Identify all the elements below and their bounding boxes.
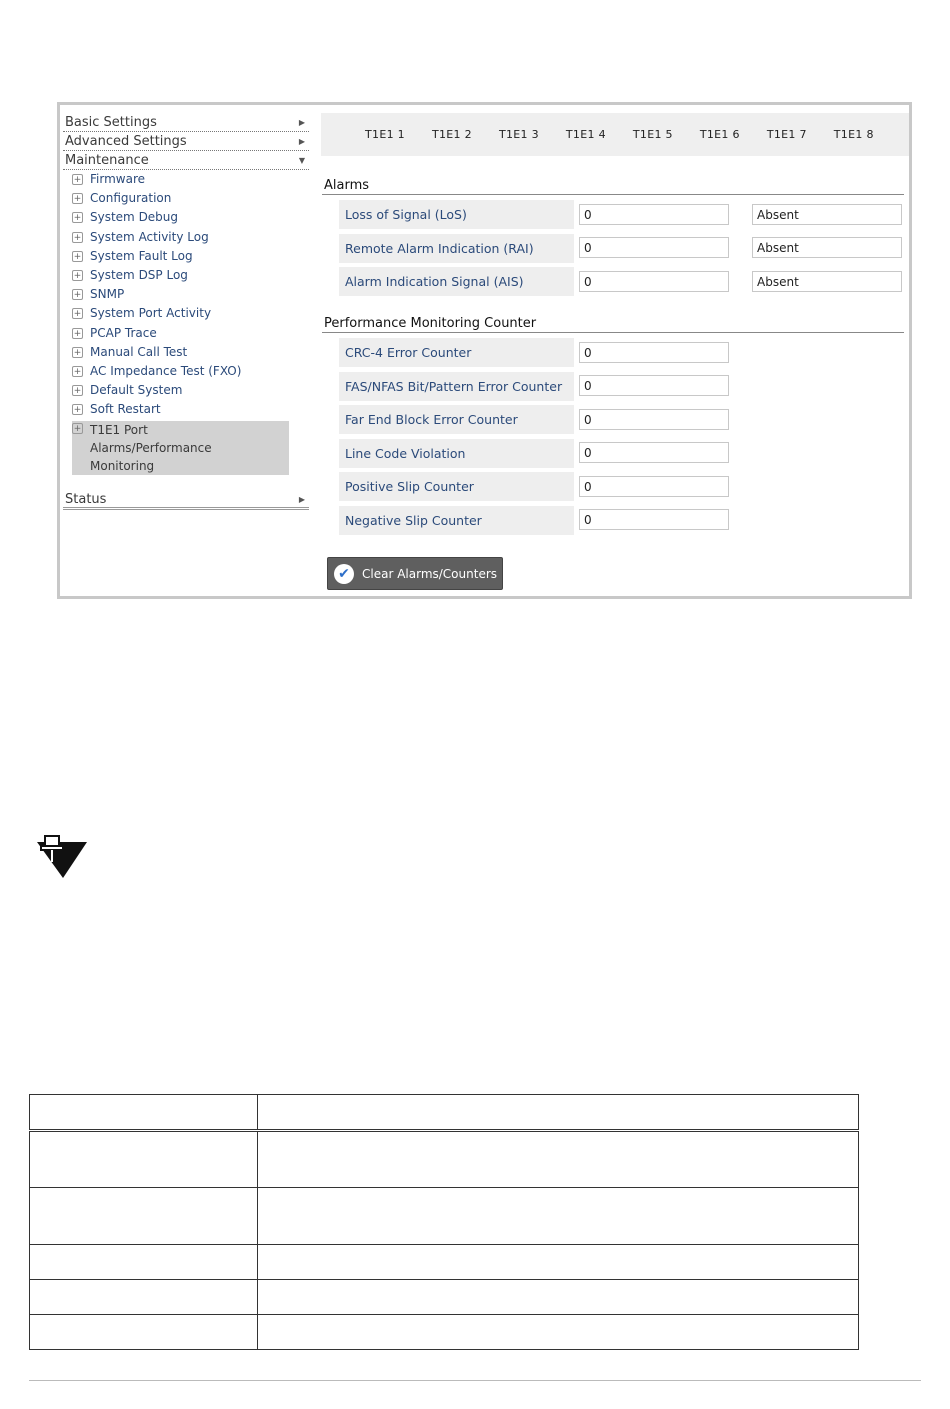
sidebar-item-label: System Activity Log <box>90 229 209 244</box>
counter-value-negative-slip[interactable] <box>579 509 729 530</box>
sidebar-item-label: Manual Call Test <box>90 344 188 359</box>
sidebar <box>63 113 309 510</box>
status-label: Status <box>65 491 107 507</box>
sidebar-item-system-port-activity[interactable] <box>63 306 309 325</box>
counter-value-positive-slip[interactable] <box>579 476 729 497</box>
tab-t1e1-5[interactable]: T1E1 5 <box>632 128 673 141</box>
alarm-label-rai: Remote Alarm Indication (RAI) <box>339 234 574 263</box>
sidebar-item-system-dsp-log[interactable] <box>63 268 309 287</box>
alarm-count-los[interactable] <box>579 204 729 225</box>
plus-box-icon: + <box>73 194 82 205</box>
plus-box-icon: + <box>73 309 82 320</box>
table-cell <box>258 1131 859 1188</box>
counter-label-fas-nfas: FAS/NFAS Bit/Pattern Error Counter <box>339 372 574 401</box>
alarms-title: Alarms <box>324 178 370 193</box>
plus-box-icon: + <box>73 213 82 224</box>
plus-box-icon: + <box>73 366 82 377</box>
performance-divider <box>322 332 904 333</box>
maintenance-items <box>63 170 309 475</box>
sidebar-item-label: Configuration <box>90 191 172 206</box>
tab-t1e1-6[interactable]: T1E1 6 <box>699 128 740 141</box>
alarm-count-rai[interactable] <box>579 237 729 258</box>
plus-box-icon: + <box>73 424 82 435</box>
sidebar-item-label: System Port Activity <box>90 306 212 321</box>
sidebar-item-pcap-trace[interactable] <box>63 326 309 345</box>
sidebar-item-label: Firmware <box>90 172 145 186</box>
sidebar-item-soft-restart[interactable] <box>63 402 309 421</box>
plus-box-icon: + <box>73 270 82 281</box>
alarm-state-rai[interactable] <box>752 237 902 258</box>
sidebar-item-t1e1-port-alarms[interactable] <box>72 421 289 475</box>
sidebar-item-ac-impedance-test[interactable] <box>63 364 309 383</box>
table-header-row <box>30 1095 859 1131</box>
tab-t1e1-7[interactable]: T1E1 7 <box>766 128 807 141</box>
plus-box-icon: + <box>73 347 82 358</box>
clear-alarms-counters-button[interactable] <box>327 557 503 590</box>
table-row <box>30 1245 859 1280</box>
alarms-divider <box>322 194 904 195</box>
sidebar-item-label: PCAP Trace <box>90 325 157 340</box>
alarm-state-los[interactable] <box>752 204 902 225</box>
alarm-label-los: Loss of Signal (LoS) <box>339 200 574 229</box>
tab-t1e1-1[interactable]: T1E1 1 <box>365 128 405 141</box>
triangle-right-icon: ▶ <box>298 117 305 127</box>
tab-t1e1-8[interactable]: T1E1 8 <box>833 128 874 141</box>
sidebar-section-advanced-settings[interactable] <box>63 132 309 151</box>
pushpin-note-icon <box>33 834 89 880</box>
plus-box-icon: + <box>73 175 82 185</box>
plus-box-icon: + <box>73 290 82 301</box>
table-cell <box>30 1131 258 1188</box>
sidebar-item-label: System DSP Log <box>90 267 188 282</box>
sidebar-item-label: System Fault Log <box>90 248 193 263</box>
tab-t1e1-2[interactable]: T1E1 2 <box>431 128 472 141</box>
counter-value-far-end-block[interactable] <box>579 409 729 430</box>
counter-label-negative-slip: Negative Slip Counter <box>339 506 574 535</box>
port-tabs <box>321 113 909 156</box>
sidebar-item-label: Default System <box>90 383 183 398</box>
plus-box-icon: + <box>73 386 82 397</box>
counter-label-crc4: CRC-4 Error Counter <box>339 338 574 367</box>
table-cell <box>30 1095 258 1131</box>
counter-value-crc4[interactable] <box>579 342 729 363</box>
tab-t1e1-4[interactable]: T1E1 4 <box>565 128 606 141</box>
plus-box-icon: + <box>73 251 82 262</box>
sidebar-item-system-fault-log[interactable] <box>63 249 309 268</box>
alarm-count-ais[interactable] <box>579 271 729 292</box>
table-cell <box>258 1095 859 1131</box>
sidebar-item-label: T1E1 Port Alarms/Performance Monitoring <box>90 423 212 474</box>
counter-label-far-end-block: Far End Block Error Counter <box>339 405 574 434</box>
counter-label-positive-slip: Positive Slip Counter <box>339 472 574 501</box>
table-cell <box>30 1280 258 1315</box>
sidebar-section-status[interactable] <box>63 491 309 510</box>
sidebar-item-label: Soft Restart <box>90 402 161 417</box>
counter-value-line-code-violation[interactable] <box>579 442 729 463</box>
sidebar-item-default-system[interactable] <box>63 383 309 402</box>
basic-settings-label: Basic Settings <box>65 114 157 130</box>
sidebar-section-maintenance[interactable] <box>63 151 309 170</box>
table-cell <box>30 1315 258 1350</box>
triangle-right-icon: ▶ <box>298 494 305 504</box>
table-cell <box>258 1245 859 1280</box>
table-row <box>30 1280 859 1315</box>
tab-t1e1-3[interactable]: T1E1 3 <box>498 128 539 141</box>
plus-box-icon: + <box>73 405 82 416</box>
table-row <box>30 1131 859 1188</box>
sidebar-item-configuration[interactable] <box>63 191 309 210</box>
triangle-right-icon: ▶ <box>298 136 305 146</box>
counter-value-fas-nfas[interactable] <box>579 375 729 396</box>
description-table <box>29 1094 859 1350</box>
triangle-down-icon: ▼ <box>298 155 305 165</box>
table-cell <box>258 1188 859 1245</box>
sidebar-item-system-debug[interactable] <box>63 210 309 229</box>
plus-box-icon: + <box>73 232 82 243</box>
plus-box-icon: + <box>73 328 82 339</box>
sidebar-item-manual-call-test[interactable] <box>63 345 309 364</box>
advanced-settings-label: Advanced Settings <box>65 133 187 149</box>
check-circle-icon: ✔ <box>334 564 354 584</box>
sidebar-item-label: SNMP <box>90 287 125 302</box>
table-row <box>30 1188 859 1245</box>
alarm-label-ais: Alarm Indication Signal (AIS) <box>339 267 574 296</box>
clear-button-label: Clear Alarms/Counters <box>362 566 498 581</box>
sidebar-item-firmware[interactable] <box>63 172 309 191</box>
maintenance-label: Maintenance <box>65 152 149 168</box>
alarm-state-ais[interactable] <box>752 271 902 292</box>
sidebar-item-label: System Debug <box>90 210 179 225</box>
sidebar-section-basic-settings[interactable] <box>63 113 309 132</box>
table-cell <box>30 1188 258 1245</box>
counter-label-line-code-violation: Line Code Violation <box>339 439 574 468</box>
sidebar-item-label: AC Impedance Test (FXO) <box>90 363 242 378</box>
table-cell <box>258 1315 859 1350</box>
sidebar-item-system-activity-log[interactable] <box>63 230 309 249</box>
performance-title: Performance Monitoring Counter <box>324 316 537 331</box>
table-cell <box>30 1245 258 1280</box>
table-cell <box>258 1280 859 1315</box>
table-row <box>30 1315 859 1350</box>
sidebar-item-snmp[interactable] <box>63 287 309 306</box>
screenshot-frame <box>57 102 912 599</box>
footer-divider <box>29 1380 921 1381</box>
